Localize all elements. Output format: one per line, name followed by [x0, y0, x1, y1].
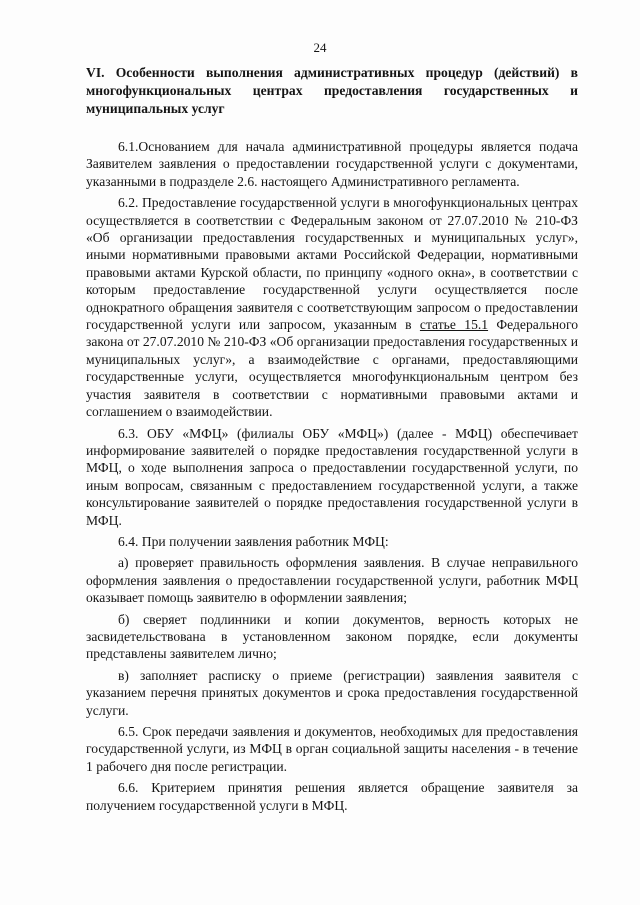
paragraph-6-4-b: б) сверяет подлинники и копии документов, верность которых не засвидетельствована в установленном законом порядке, если документы представлены заявителем лично; [86, 611, 578, 662]
section-title: VI. Особенности выполнения административных процедур (действий) в многофункциональных центрах предоставления государственных и муниципальных услуг [86, 65, 578, 116]
page-number: 24 [313, 40, 327, 55]
paragraph-6-2-text-end: Федерального закона от 27.07.2010 № 210-ФЗ «Об организации предоставления государственных и муниципальных услуг», а взаимодействие с органами, предоставляющими государственные услуги, осуществляется многофункциональным центром без участия заявителя в соответствии с нормативными правовыми актами и соглашением о взаимодействии. [86, 317, 578, 420]
paragraph-6-4: 6.4. При получении заявления работник МФЦ: [118, 533, 389, 549]
paragraph-6-5: 6.5. Срок передачи заявления и документов, необходимых для предоставления государственной услуги, из МФЦ в орган социальной защиты населения - в течение 1 рабочего дня после регистрации. [86, 724, 578, 774]
article-15-1-link[interactable]: статье 15.1 [419, 317, 489, 333]
paragraph-6-2 [86, 194, 578, 420]
paragraph-6-4-a: а) проверяет правильность оформления заявления. В случае неправильного оформления заявления о предоставлении государственной услуги, работник МФЦ оказывает помощь заявителю в оформлении заявления; [86, 555, 578, 606]
paragraph-6-3: 6.3. ОБУ «МФЦ» (филиалы ОБУ «МФЦ») (далее - МФЦ) обеспечивает информирование заявителей о порядке предоставления государственной услуги в МФЦ, о ходе выполнения запроса о предоставлении государственной услуги, по иным вопросам, связанным с предоставлением государственной услуги, а также консультирование заявителей о порядке предоставления государственной услуги в МФЦ. [86, 425, 578, 528]
paragraph-6-1: 6.1.Основанием для начала административной процедуры является подача Заявителем заявления о предоставлении государственной услуги с документами, указанными в подразделе 2.6. настоящего Административного регламента. [86, 139, 578, 189]
paragraph-6-4-c: в) заполняет расписку о приеме (регистрации) заявления заявителя с указанием перечня принятых документов и срока предоставления государственной услуги. [86, 667, 578, 718]
paragraph-6-2-text-start: 6.2. Предоставление государственной услуги в многофункциональных центрах осуществляется в соответствии с Федеральным законом от 27.07.2010 № 210-ФЗ «Об организации предоставления государственных и муниципальных услуг», иными нормативными правовыми актами Российской Федерации, нормативными правовыми актами Курской области, по принципу «одного окна», в соответствии с которым предоставление государственной услуги осуществляется после однократного обращения заявителя с соответствующим запросом о предоставлении государственной услуги или запросом, указанным в [86, 195, 578, 333]
paragraph-6-6: 6.6. Критерием принятия решения является обращение заявителя за получением государственной услуги в МФЦ. [86, 780, 578, 813]
document-body [86, 64, 578, 818]
